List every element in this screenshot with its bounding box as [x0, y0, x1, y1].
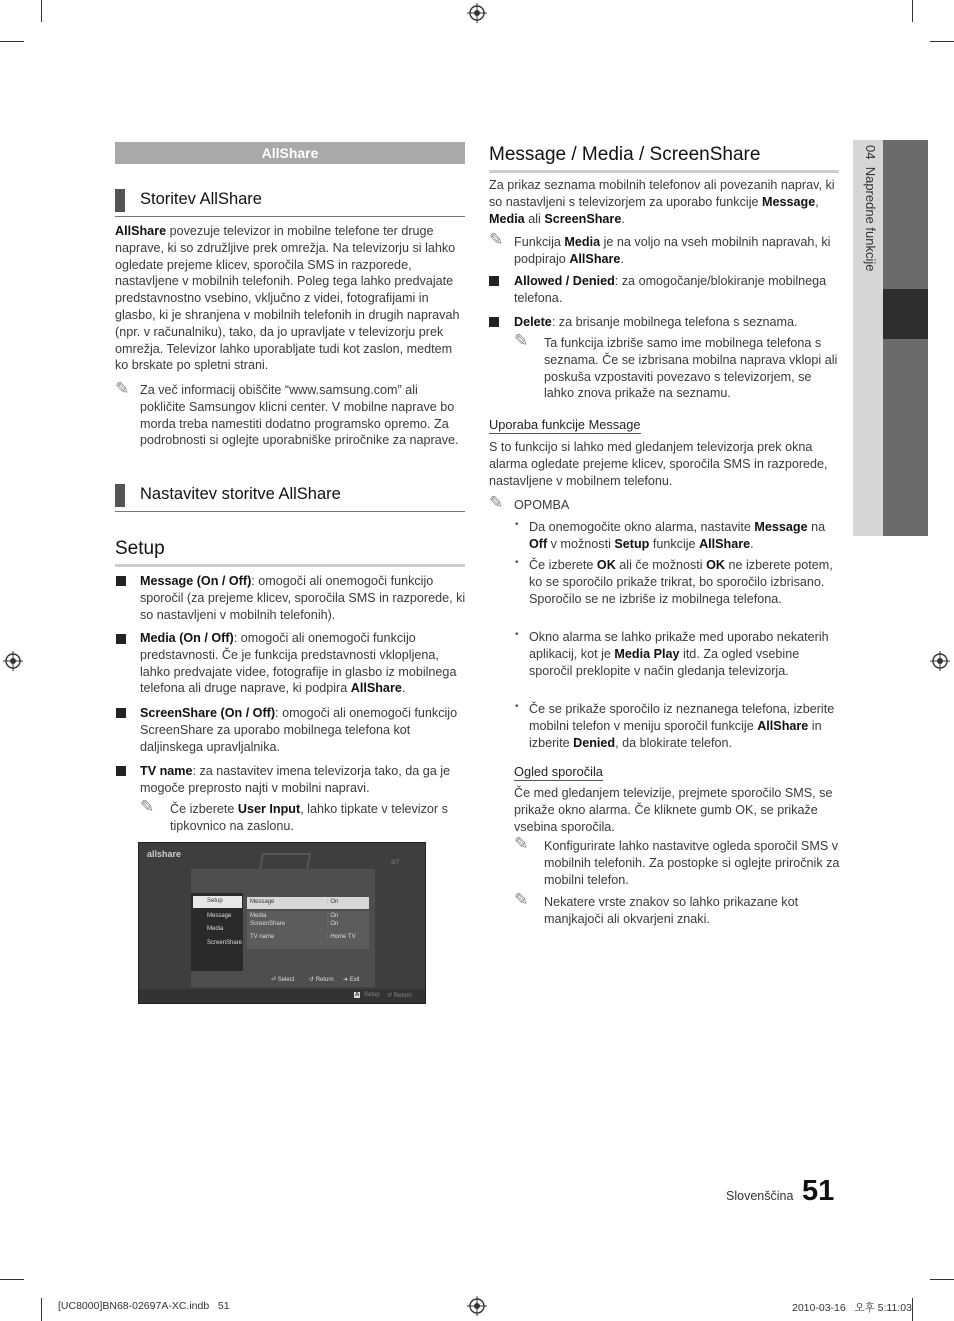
bullet-square-icon [116, 766, 126, 776]
allowed-denied-item: Allowed / Denied: za omogočanje/blokiranje mobilnega telefona. [514, 274, 827, 305]
crop-mark [0, 1279, 24, 1280]
note-pencil-icon: ✎ [115, 379, 130, 398]
crop-mark [930, 41, 954, 42]
page-number: 51 [802, 1175, 835, 1207]
heading-message-media-screenshare: Message / Media / ScreenShare [489, 144, 760, 166]
crop-mark [912, 1298, 913, 1321]
opomba-bullet-4: Če se prikaže sporočilo iz neznanega telefona, izberite mobilni telefon v meniju sporočil funkcije AllShare in izberite Denied, da blokirate telefon. [529, 702, 835, 750]
bullet-square-icon [489, 317, 499, 327]
setup-item-media: Media (On / Off): omogoči ali onemogoči funkcijo predstavnosti. Če je funkcija predstavnosti vklopljena, lahko predvajate videe, fotografije in glasbo iz mobilnega telefona ali druge naprave, ki podpira AllShare. [140, 631, 457, 696]
crop-mark [41, 0, 42, 22]
bullet-square-icon [489, 276, 499, 286]
heading-setup: Setup [115, 538, 165, 560]
storitev-note: Za več informacij obiščite “www.samsung.com” ali pokličite Samsungov klicni center. V mobilne naprave bo morda treba namestiti dodatno programsko opremo. Za podrobnosti si oglejte uporabniške priročnike za naprave. [140, 383, 459, 448]
footer-language: Slovenščina [726, 1189, 794, 1203]
tv-row-screenshare-value: : On [327, 921, 339, 927]
bullet-square-icon [116, 576, 126, 586]
opomba-bullet-2: Če izberete OK ali če možnosti OK ne izberete potem, ko se sporočilo prikaže trikrat, bo sporočilo izbrisano. Sporočilo se ne izbriše iz mobilnega telefona. [529, 558, 833, 606]
tv-row-screenshare-label: ScreenShare [250, 921, 286, 927]
note-pencil-icon: ✎ [514, 890, 529, 909]
delete-note: Ta funkcija izbriše samo ime mobilnega telefona s seznama. Če se izbrisana mobilna naprava vklopi ali poskuša vzpostaviti povezavo s televizorjem, se lahko znova prikaže na seznamu. [544, 336, 838, 401]
tv-menu-message[interactable]: Message [207, 913, 232, 919]
registration-mark-icon [930, 651, 950, 671]
print-file-info: [UC8000]BN68-02697A-XC.indb 51 [58, 1300, 230, 1312]
tv-menu-screenshare[interactable]: ScreenShare [207, 940, 243, 946]
crop-mark [930, 1279, 954, 1280]
ogled-paragraph: Če med gledanjem televizije, prejmete sporočilo SMS, se prikaže okno alarma. Če kliknete gumb OK, se prikaže vsebina sporočila. [514, 786, 833, 834]
side-tab-active [883, 289, 928, 339]
bullet-dot-icon: • [515, 629, 519, 640]
tv-bottom-bar [139, 989, 425, 1003]
tv-bottom-return: ↺ Return [387, 993, 412, 999]
ogled-note-1: Konfigurirate lahko nastavitve ogleda sporočil SMS v mobilnih telefonih. Za postopke si oglejte priročnik za mobilni telefon. [544, 839, 840, 887]
media-note: Funkcija Media je na voljo na vseh mobilnih napravah, ki podpirajo AllShare. [514, 235, 831, 266]
storitev-paragraph: AllShare povezuje televizor in mobilne telefone ter druge naprave, ki so združljive prek omrežja. Na televizorju si lahko ogledate prejeme klicev, sporočila SMS in razporede, nastavljene v mobilnih telefonih. Poleg tega lahko predvajate predstavnostno vsebino, vključno z videi, fotografijami in glasbo, ki je shranjena v mobilnih telefonih in drugih napravah (npr. v računalniku), tako, da jo upravljate v televizorju prek omrežja. Televizor lahko uporabljate tudi kot zaslon, medtem ko brskate po spletni strani. [115, 224, 460, 373]
delete-item: Delete: za brisanje mobilnega telefona s seznama. [514, 315, 798, 329]
opomba-label: OPOMBA [514, 498, 570, 512]
right-intro: Za prikaz seznama mobilnih telefonov ali povezanih naprav, ki so nastavljeni s televizorjem za uporabo funkcije Message, Media ali ScreenShare. [489, 178, 835, 226]
registration-mark-icon [467, 1296, 487, 1316]
side-tab-label: 04 Napredne funkcije [863, 145, 878, 272]
registration-mark-icon [467, 3, 487, 23]
tv-button-return[interactable]: ↺ Return [309, 977, 334, 983]
registration-mark-icon [3, 651, 23, 671]
tv-menu-setup[interactable]: Setup [207, 898, 223, 904]
section-band-title: AllShare [115, 142, 465, 164]
note-pencil-icon: ✎ [489, 493, 504, 512]
tv-menu-panel [191, 869, 375, 987]
bullet-dot-icon: • [515, 701, 519, 712]
tv-button-select[interactable]: ⏎ Select [271, 977, 295, 983]
ogled-note-2: Nekatere vrste znakov so lahko prikazane kot manjkajoči ali okvarjeni znaki. [544, 895, 799, 926]
tv-button-exit[interactable]: ➜ Exit [343, 977, 360, 983]
heading-ogled-sporocila: Ogled sporočila [514, 764, 603, 779]
page-indicator: 3/7 [391, 860, 400, 866]
opomba-bullet-1: Da onemogočite okno alarma, nastavite Message na Off v možnosti Setup funkcije AllShare. [529, 520, 826, 551]
tv-row-tvname-value: : Home TV [327, 934, 356, 940]
note-pencil-icon: ✎ [514, 834, 529, 853]
tvname-note: Če izberete User Input, lahko tipkate v televizor s tipkovnico na zaslonu. [170, 802, 448, 833]
opomba-bullet-3: Okno alarma se lahko prikaže med uporabo nekaterih aplikacij, kot je Media Play itd. Za ogled vsebine sporočil preklopite v način gledanja televizorja. [529, 630, 829, 678]
setup-item-screenshare: ScreenShare (On / Off): omogoči ali onemogoči funkcijo ScreenShare za uporabo mobilnega telefona kot daljinskega upravljalnika. [140, 706, 458, 754]
allshare-logo: allshare [147, 849, 182, 859]
print-date-info: 2010-03-16 오후 5:11:03 [792, 1302, 912, 1314]
note-pencil-icon: ✎ [514, 331, 529, 350]
bullet-dot-icon: • [515, 519, 519, 530]
tv-row-media-label: Media [250, 913, 267, 919]
bullet-square-icon [116, 634, 126, 644]
setup-item-message: Message (On / Off): omogoči ali onemogoči funkcijo sporočil (za prejeme klicev, sporočila SMS in razporede, ki so nastavljeni v mobilnih telefonih). [140, 574, 466, 622]
crop-mark [41, 1298, 42, 1321]
tv-row-message-value: : On [327, 899, 339, 905]
tv-bottom-setup: Setup [364, 992, 380, 998]
tv-row-tvname-label: TV name [250, 934, 275, 940]
tv-menu-media[interactable]: Media [207, 926, 224, 932]
setup-item-tvname: TV name: za nastavitev imena televizorja tako, da ga je mogoče preprosto najti v mobilni napravi. [140, 764, 451, 795]
crop-mark [912, 0, 913, 22]
note-pencil-icon: ✎ [140, 797, 155, 816]
note-pencil-icon: ✎ [489, 230, 504, 249]
bullet-square-icon [116, 708, 126, 718]
crop-mark [0, 41, 24, 42]
heading-uporaba-message: Uporaba funkcije Message [489, 417, 641, 432]
tv-row-message-label: Message [250, 899, 275, 905]
uporaba-paragraph: S to funkcijo si lahko med gledanjem televizorja prek okna alarma ogledate prejeme klicev, sporočila SMS in razporede, nastavljene v mobilnem telefonu. [489, 440, 828, 488]
tv-menu-screenshot [138, 842, 426, 1004]
bullet-dot-icon: • [515, 557, 519, 568]
tv-row-media-value: : On [327, 913, 339, 919]
tv-key-a: A [355, 992, 360, 998]
